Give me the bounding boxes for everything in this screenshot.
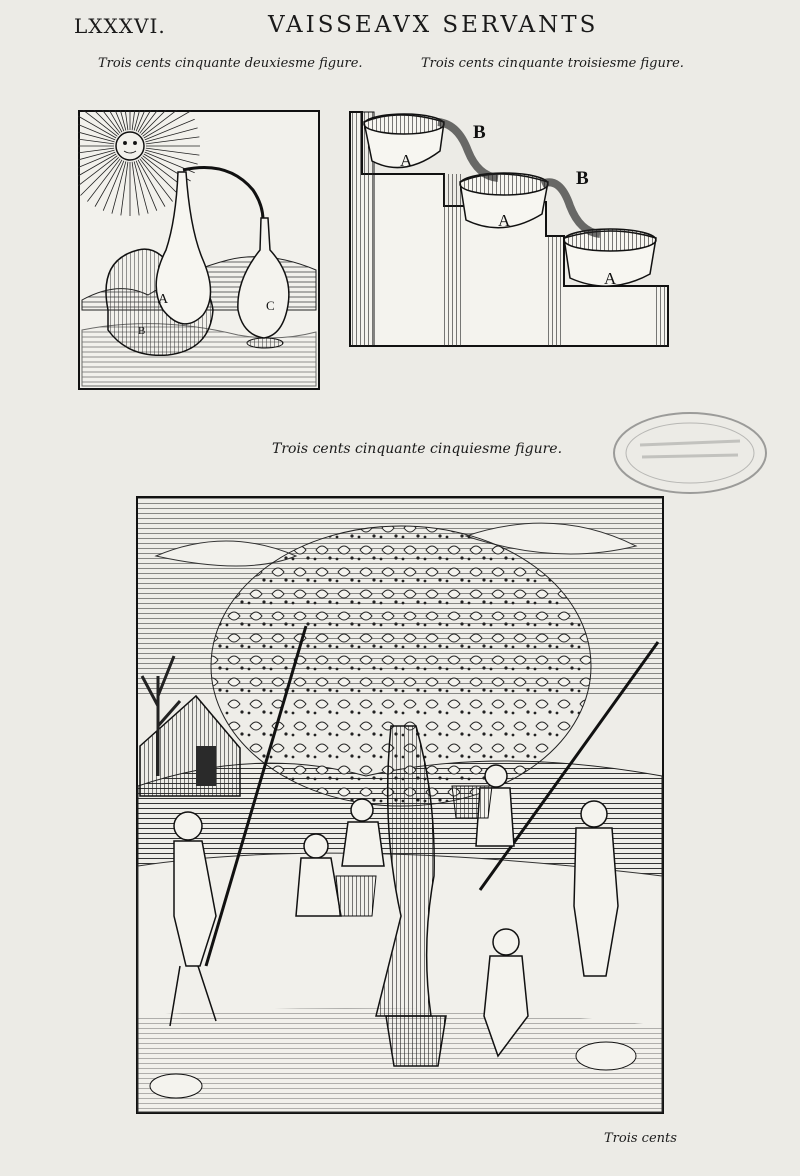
harvest-scene-illustration	[136, 496, 664, 1114]
label-a: A	[158, 292, 169, 307]
figure-353-caption: Trois cents cinquante troisiesme figure.	[421, 56, 684, 71]
basin-label-a-bottom: A	[604, 269, 617, 288]
sun-distillation-illustration	[78, 110, 320, 390]
figure-352-woodcut	[78, 110, 320, 390]
library-stamp	[610, 405, 770, 501]
figure-355-woodcut	[136, 496, 664, 1114]
stream-label-b-lower: B	[576, 168, 589, 189]
basin-label-a-top: A	[400, 151, 413, 170]
page-folio: LXXXVI.	[74, 14, 166, 38]
cascading-basins-illustration	[348, 106, 682, 348]
label-c: C	[266, 298, 275, 313]
figure-355-caption: Trois cents cinquante cinquiesme figure.	[272, 441, 563, 457]
basin-label-a-middle: A	[498, 211, 511, 230]
label-b: B	[138, 325, 146, 337]
catchword: Trois cents	[604, 1131, 677, 1146]
figure-352-caption: Trois cents cinquante deuxiesme figure.	[98, 56, 363, 71]
running-head: VAISSEAVX SERVANTS	[268, 12, 599, 38]
figure-353-woodcut	[348, 106, 682, 348]
stream-label-b-upper: B	[473, 122, 486, 143]
